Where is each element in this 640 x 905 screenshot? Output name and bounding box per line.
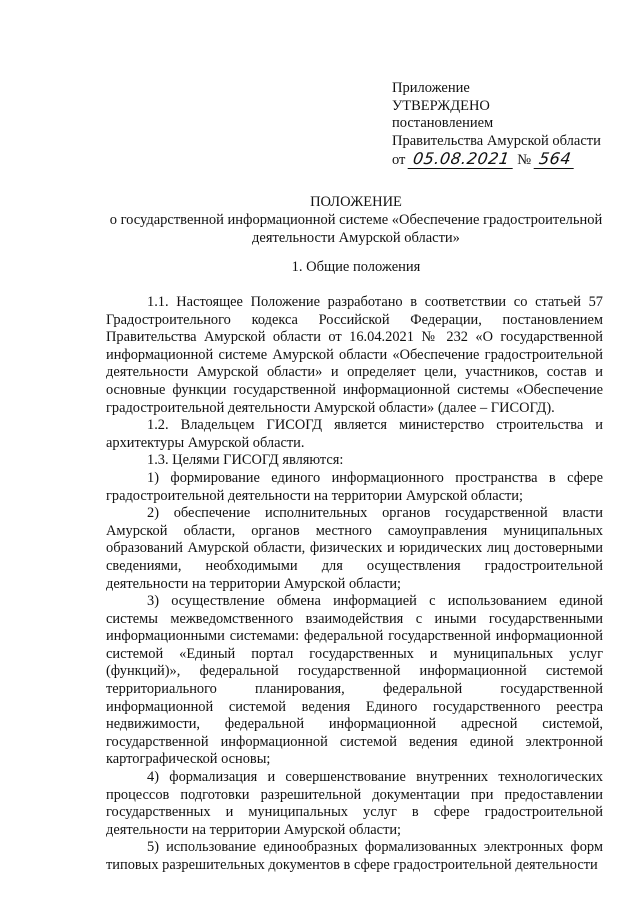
list-item-5: 5) использование единообразных формализованных электронных форм типовых разрешительных документов в сфере градостроительной деятельности <box>106 839 603 873</box>
list-item-2: 2) обеспечение исполнительных органов государственной власти Амурской области, органов местного самоуправления муниципальных образований Амурской области, физических и юридических лиц достоверными сведениями, необходимыми для осуществления градостроительной деятельности на территории Амурской области; <box>106 505 603 592</box>
paragraph-1-1: 1.1. Настоящее Положение разработано в соответствии со статьей 57 Градостроительного кодекса Российской Федерации, постановлением Правительства Амурской области от 16.04.2021 № 232 «О государственной информационной системе Амурской области «Обеспечение градостроительной деятельности Амурской области» и определяет цели, участников, состав и основные функции государственной информационной системы «Обеспечение градостроительной деятельности Амурской области» (далее – ГИСОГД). <box>106 294 603 416</box>
approval-line-resolution: постановлением <box>392 115 494 131</box>
approval-date-line <box>392 150 601 170</box>
approval-stamp <box>392 80 601 170</box>
section-heading: 1. Общие положения <box>291 259 421 275</box>
list-item-3: 3) осуществление обмена информацией с использованием единой системы межведомственного взаимодействия с иными государственными информационными системами: федеральной государственной информационной системой «Единый портал государственных и муниципальных услуг (функций)», федеральной государственной информационной системой территориального планирования, федеральной государственной информационной системой ведения Единого государственного реестра недвижимости, федеральной информационной адресной системой, государственной информационной системой ведения единой электронной картографической основы; <box>106 593 603 768</box>
approval-line-approved: УТВЕРЖДЕНО <box>392 97 490 114</box>
handwritten-number: 564 <box>533 150 576 169</box>
approval-line-appendix: Приложение <box>392 80 470 96</box>
number-prefix: № <box>517 152 532 168</box>
document-subtitle: о государственной информационной системе «Обеспечение градостроительной деятельности Амурской области» <box>109 212 603 246</box>
document-title-block <box>96 193 616 247</box>
document-title: ПОЛОЖЕНИЕ <box>310 194 402 210</box>
list-item-1: 1) формирование единого информационного пространства в сфере градостроительной деятельности на территории Амурской области; <box>106 469 603 504</box>
paragraph-1-2: 1.2. Владельцем ГИСОГД является министерство строительства и архитектуры Амурской области. <box>106 417 603 451</box>
list-item-4: 4) формализация и совершенствование внутренних технологических процессов подготовки разрешительной документации при предоставлении государственных и муниципальных услуг в сфере градостроительной деятельности на территории Амурской области; <box>106 769 603 838</box>
date-prefix: от <box>392 152 406 168</box>
handwritten-date: 05.08.2021 <box>408 150 515 169</box>
document-body <box>106 294 603 875</box>
approval-line-government: Правительства Амурской области <box>392 132 601 149</box>
paragraph-1-3: 1.3. Целями ГИСОГД являются: <box>147 452 344 469</box>
